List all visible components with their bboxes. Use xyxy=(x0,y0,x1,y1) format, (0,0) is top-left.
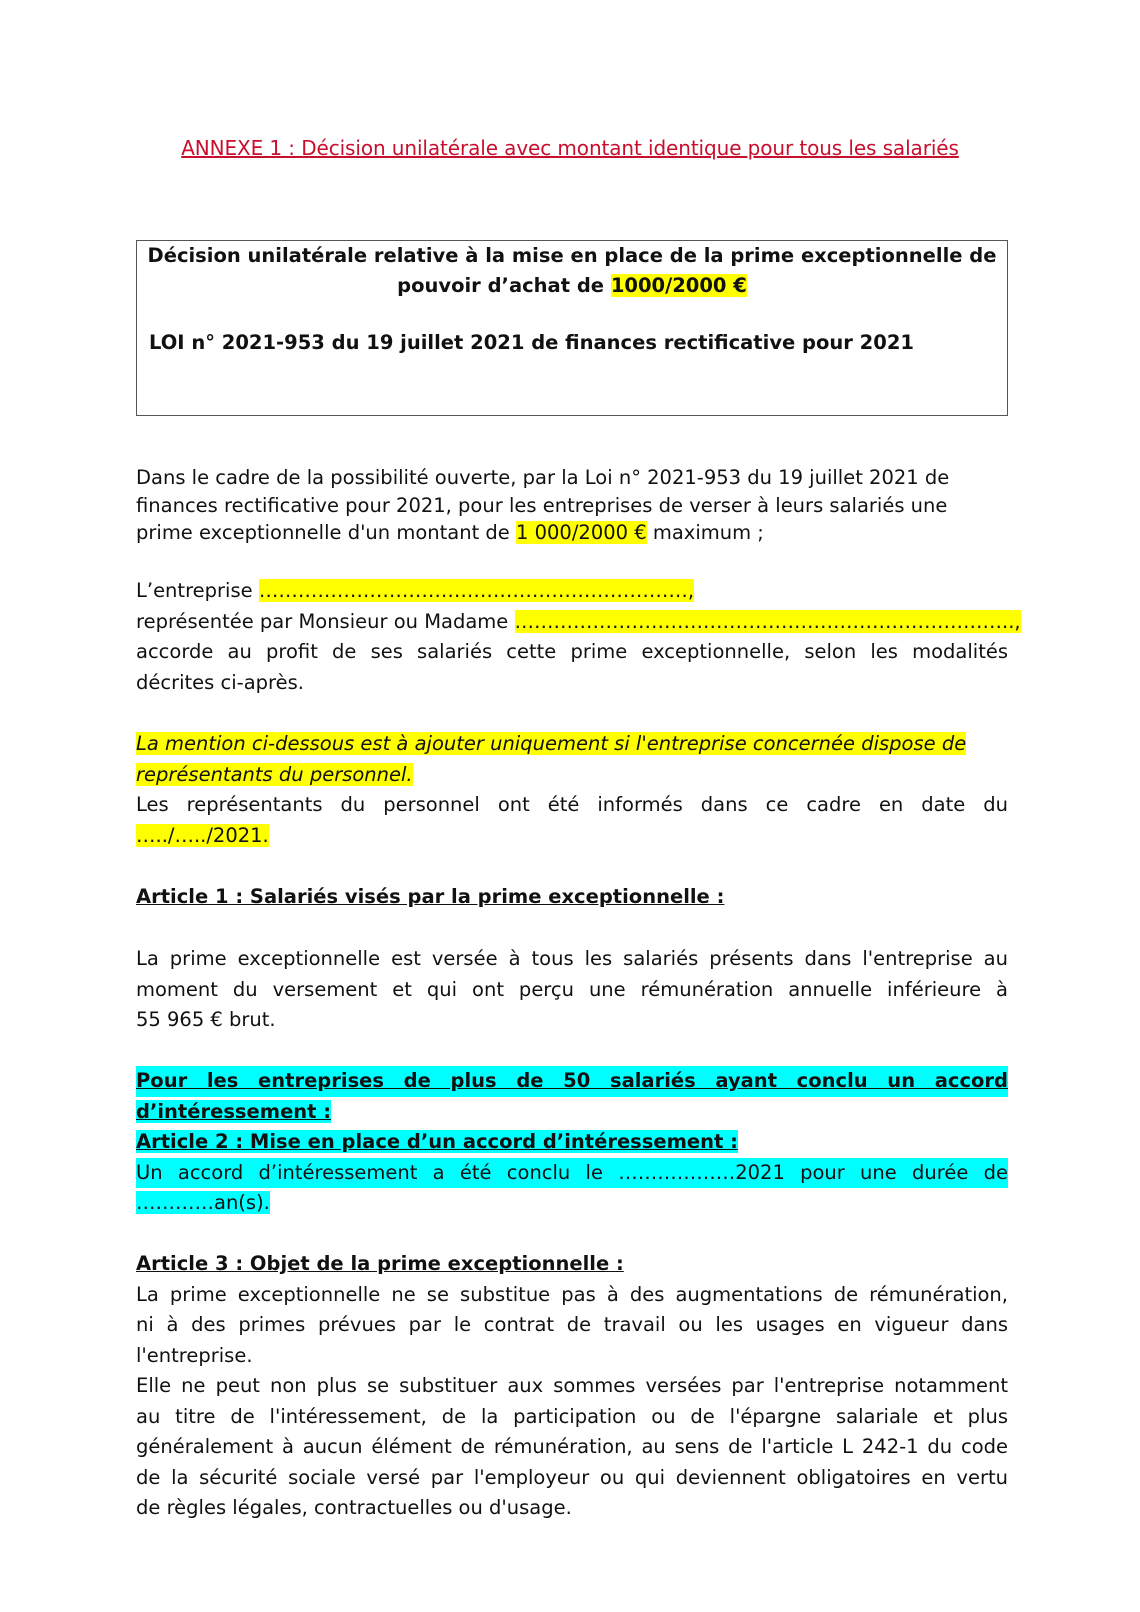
article-3-line: généralement à aucun élément de rémunération, au sens de l'article L 242-1 du code xyxy=(136,1435,1008,1458)
article-2-intro-line2: d’intéressement : xyxy=(136,1099,332,1123)
mention-paragraph xyxy=(136,729,1008,851)
company-label: L’entreprise xyxy=(136,579,259,602)
mention-line xyxy=(136,729,1008,760)
article-3-line: de règles légales, contractuelles ou d'usage. xyxy=(136,1496,572,1519)
intro-line: finances rectificative pour 2021, pour les entreprises de verser à leurs salariés une xyxy=(136,493,948,517)
representative-label: représentée par Monsieur ou Madame xyxy=(136,609,515,633)
article-2-line-end xyxy=(136,1188,1008,1219)
company-grant-line: accorde au profit de ses salariés cette prime exceptionnelle, selon les modalités xyxy=(136,640,1008,663)
article-2-intro-line-end xyxy=(136,1097,1008,1128)
article-3-line: ni à des primes prévues par le contrat de travail ou les usages en vigueur dans xyxy=(136,1313,1008,1336)
decision-title-line1: Décision unilatérale relative à la mise en place de la prime exceptionnelle de xyxy=(147,244,997,267)
prime-amount-highlight: 1000/2000 € xyxy=(610,274,747,297)
decision-title xyxy=(137,241,1007,301)
article-3-line: La prime exceptionnelle ne se substitue pas à des augmentations de rémunération, xyxy=(136,1282,1008,1306)
article-2-title: Article 2 : Mise en place d’un accord d’intéressement : xyxy=(136,1130,738,1153)
company-name-blank: …………………………………………………………, xyxy=(258,579,695,602)
article-2-line: Un accord d’intéressement a été conclu le ………………2021 pour une durée de xyxy=(136,1158,1008,1189)
article-2-intro-line: Pour les entreprises de plus de 50 salariés ayant conclu un accord xyxy=(136,1066,1008,1097)
article-2-section xyxy=(136,1066,1008,1219)
article-3-line: Elle ne peut non plus se substituer aux sommes versées par l'entreprise notamment xyxy=(136,1374,1008,1397)
article-3-line: l'entreprise. xyxy=(136,1343,253,1367)
decision-title-prefix: pouvoir d’achat de xyxy=(397,274,611,297)
article-1-heading xyxy=(136,882,1008,913)
article-1-body xyxy=(136,944,1008,1036)
article-1-line: La prime exceptionnelle est versée à tous les salariés présents dans l'entreprise au xyxy=(136,947,1008,970)
article-3-line: au titre de l'intéressement, de la participation ou de l'épargne salariale et plus xyxy=(136,1404,1008,1428)
article-2-duration: …………an(s). xyxy=(136,1191,270,1214)
representative-line xyxy=(136,607,1021,638)
article-3-line: de la sécurité sociale versé par l'employeur ou qui deviennent obligatoires en vertu xyxy=(136,1465,1008,1489)
article-1-line: moment du versement et qui ont perçu une rémunération annuelle inférieure à xyxy=(136,977,1008,1001)
representatives-informed-line: Les représentants du personnel ont été informés dans ce cadre en date du xyxy=(136,793,1008,816)
article-3-title: Article 3 : Objet de la prime exceptionnelle : xyxy=(136,1252,624,1275)
mention-line1: La mention ci-dessous est à ajouter uniquement si l'entreprise concernée dispose de xyxy=(136,732,967,755)
article-1-title: Article 1 : Salariés visés par la prime exceptionnelle : xyxy=(136,885,725,908)
loi-reference: LOI n° 2021-953 du 19 juillet 2021 de finances rectificative pour 2021 xyxy=(149,331,914,354)
intro-amount-highlight: 1 000/2000 € xyxy=(516,521,647,544)
company-paragraph xyxy=(136,576,1021,698)
intro-line: Dans le cadre de la possibilité ouverte, par la Loi n° 2021-953 du 19 juillet 2021 de xyxy=(136,466,950,489)
representatives-date-line xyxy=(136,821,1008,852)
annex-title: ANNEXE 1 : Décision unilatérale avec montant identique pour tous les salariés xyxy=(181,136,959,160)
information-date-blank: …../…../2021. xyxy=(136,823,269,847)
decision-title-box xyxy=(136,240,1008,416)
intro-line xyxy=(136,518,1008,549)
intro-line3-suffix: maximum ; xyxy=(646,521,764,544)
mention-line xyxy=(136,760,1008,791)
intro-paragraph xyxy=(136,463,1008,549)
intro-line3-prefix: prime exceptionnelle d'un montant de xyxy=(136,521,517,544)
company-line xyxy=(136,576,1008,607)
representative-name-blank: ………………………………………………………………….., xyxy=(514,609,1021,633)
article-2-heading xyxy=(136,1127,1008,1158)
mention-line2: représentants du personnel. xyxy=(136,762,413,786)
decision-title-line2 xyxy=(137,271,1007,301)
article-3-section xyxy=(136,1249,1008,1524)
company-grant-line-end: décrites ci-après. xyxy=(136,670,304,694)
article-1-line: 55 965 € brut. xyxy=(136,1008,276,1031)
